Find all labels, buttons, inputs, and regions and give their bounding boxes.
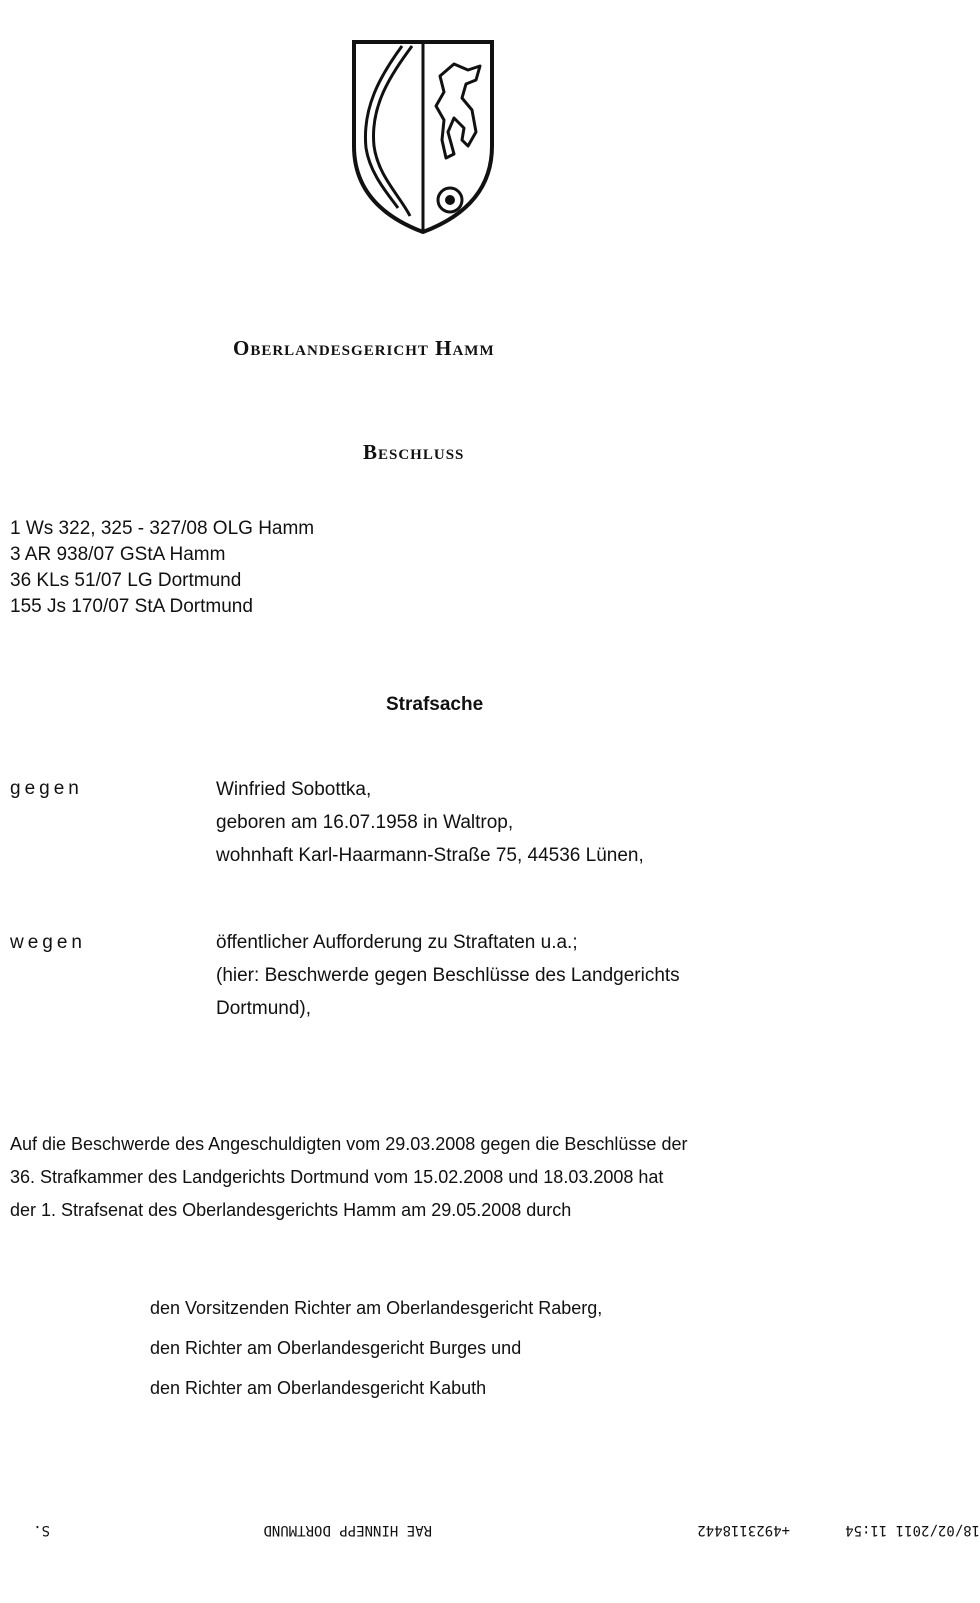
- reference-line: 3 AR 938/07 GStA Hamm: [10, 544, 226, 565]
- against-label: gegen: [10, 778, 83, 799]
- decision-intro: [10, 1128, 950, 1227]
- fax-header-upside-down: [0, 1508, 980, 1548]
- fax-number: +4923118442: [697, 1522, 790, 1538]
- fax-sender: RAE HINNEPP DORTMUND: [263, 1522, 432, 1538]
- defendant-block: [216, 773, 644, 872]
- intro-line: Auf die Beschwerde des Angeschuldigten vom 29.03.2008 gegen die Beschlüsse der: [10, 1134, 688, 1154]
- defendant-line: geboren am 16.07.1958 in Waltrop,: [216, 812, 514, 833]
- reference-line: 1 Ws 322, 325 - 327/08 OLG Hamm: [10, 518, 315, 539]
- reference-line: 155 Js 170/07 StA Dortmund: [10, 596, 253, 617]
- document-type-heading: Beschluss: [363, 440, 465, 464]
- coat-of-arms-nrw-icon: [350, 36, 496, 236]
- charge-block: [216, 926, 680, 1025]
- defendant-line: wohnhaft Karl-Haarmann-Straße 75, 44536 Lünen,: [216, 845, 644, 866]
- intro-line: 36. Strafkammer des Landgerichts Dortmund vom 15.02.2008 und 18.03.2008 hat: [10, 1167, 664, 1187]
- defendant-line: Winfried Sobottka,: [216, 779, 372, 800]
- judge-line: den Vorsitzenden Richter am Oberlandesgericht Raberg,: [150, 1298, 603, 1318]
- case-type-heading: Strafsache: [386, 694, 484, 715]
- court-name: Oberlandesgericht Hamm: [233, 336, 495, 360]
- regarding-label: wegen: [10, 932, 86, 953]
- charge-line: Dortmund),: [216, 998, 312, 1019]
- reference-line: 36 KLs 51/07 LG Dortmund: [10, 570, 242, 591]
- judge-line: den Richter am Oberlandesgericht Burges und: [150, 1338, 522, 1358]
- fax-page: S.: [33, 1522, 50, 1538]
- judges-list: [150, 1288, 602, 1408]
- intro-line: der 1. Strafsenat des Oberlandesgerichts Hamm am 29.05.2008 durch: [10, 1200, 572, 1220]
- reference-numbers: [10, 516, 314, 620]
- charge-line: (hier: Beschwerde gegen Beschlüsse des Landgerichts: [216, 965, 680, 986]
- judge-line: den Richter am Oberlandesgericht Kabuth: [150, 1378, 487, 1398]
- charge-line: öffentlicher Aufforderung zu Straftaten u.a.;: [216, 932, 578, 953]
- fax-datetime: 18/02/2011 11:54: [845, 1522, 980, 1538]
